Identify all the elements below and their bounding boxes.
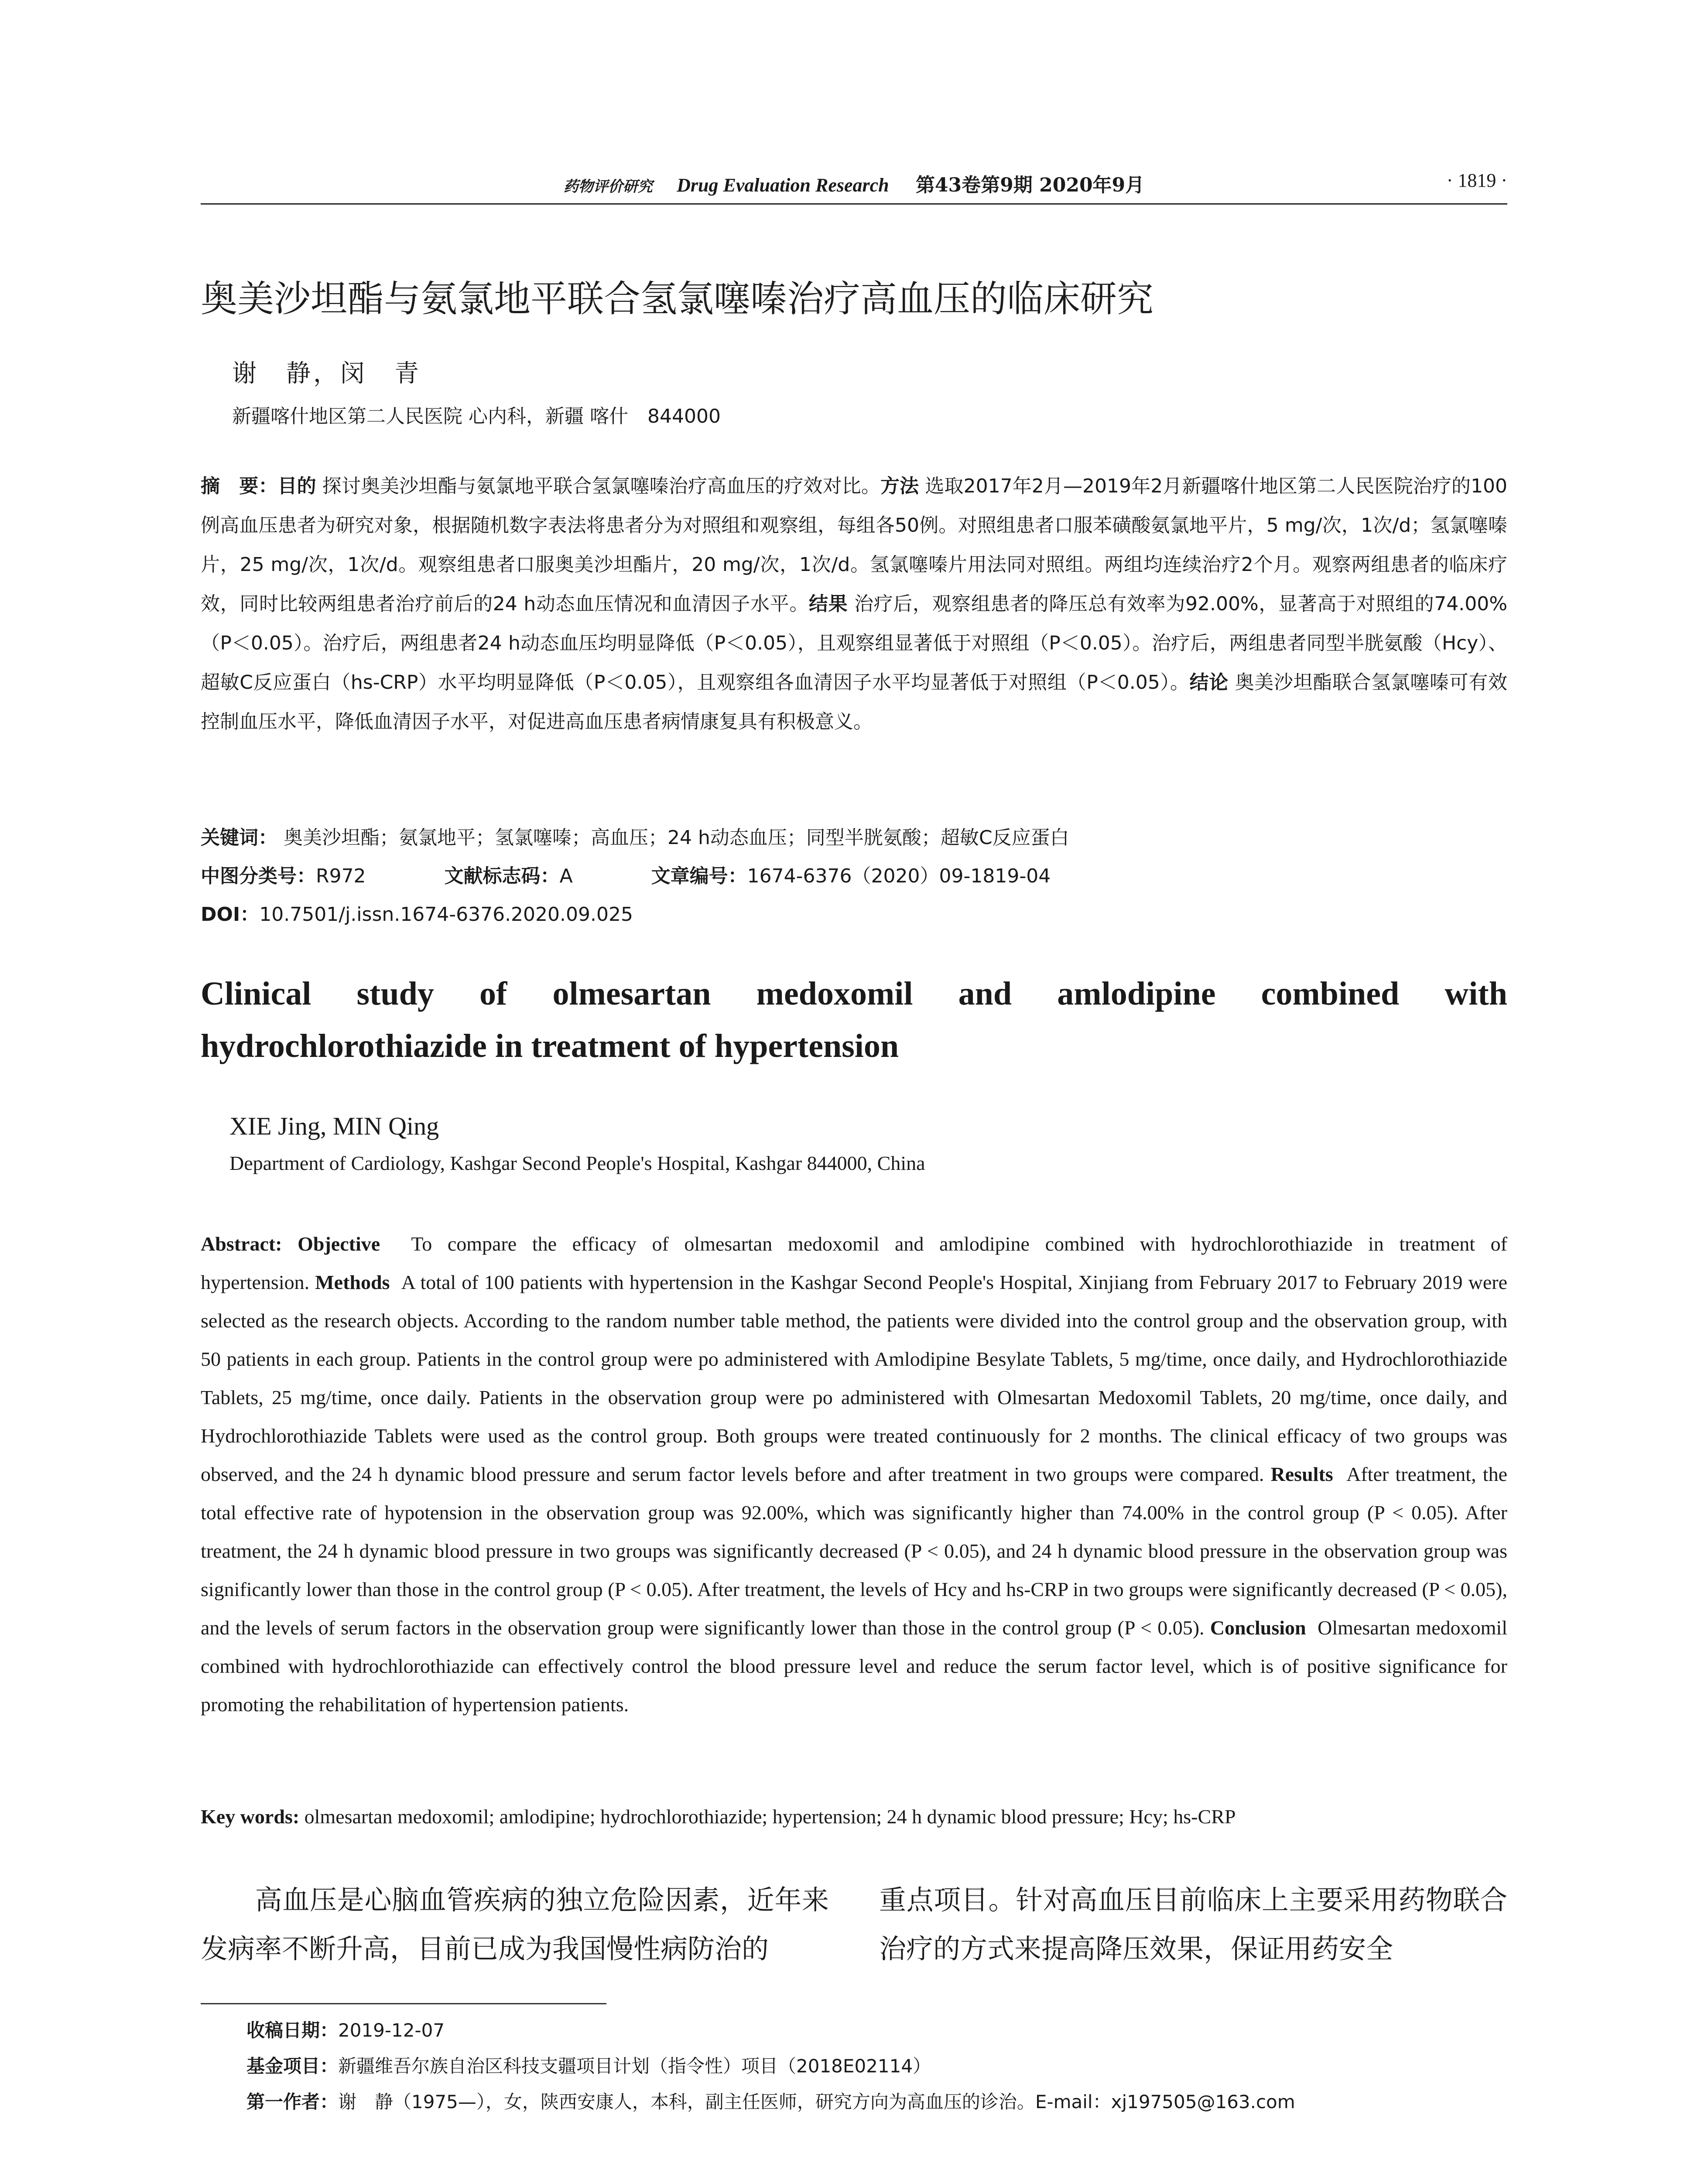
clc-value: R972 (316, 865, 366, 887)
methods-cn-label: 方法 (880, 475, 919, 497)
body-column-right (879, 1876, 1507, 1973)
footnote-rule (201, 2003, 606, 2004)
body-column-left (201, 1876, 829, 1973)
authors-cn: 谢 静，闵 青 (232, 359, 421, 388)
title-en (201, 967, 1507, 1072)
doc-code-label: 文献标志码： (444, 865, 560, 887)
results-en-label: Results (1270, 1463, 1333, 1485)
keywords-en (201, 1805, 1507, 1828)
methods-en-label: Methods (315, 1271, 390, 1293)
running-header (201, 169, 1507, 204)
first-author-text: 谢 静（1975—），女，陕西安康人，本科，副主任医师，研究方向为高血压的诊治。E-mail：xj197505@163.com (338, 2091, 1295, 2113)
body-right-text: 重点项目。针对高血压目前临床上主要采用药物联合治疗的方式来提高降压效果，保证用药安全 (879, 1884, 1507, 1965)
objective-cn-label: 目的 (277, 475, 316, 497)
doi-label: DOI： (201, 903, 260, 926)
received-date: 2019-12-07 (338, 2020, 445, 2041)
methods-cn: 选取2017年2月—2019年2月新疆喀什地区第二人民医院治疗的100例高血压患者为研究对象，根据随机数字表法将患者分为对照组和观察组，每组各50例。对照组患者口服苯磺酸氨氯地平片，5 mg/次，1次/d；氢氯噻嗪片，25 mg/次，1次/d。观察组患者口服奥美沙坦酯片，20 mg/次，1次/d。氢氯噻嗪片用法同对照组。两组均连续治疗2个月。观察两组患者的临床疗效，同时比较两组患者治疗前后的24 h动态血压情况和血清因子水平。 (201, 475, 1508, 615)
title-en-line2: hydrochlorothiazide in treatment of hypertension (201, 1028, 899, 1064)
first-author-label: 第一作者： (246, 2091, 339, 2113)
journal-name-en: Drug Evaluation Research (677, 174, 889, 196)
objective-en-label: Objective (298, 1233, 380, 1255)
classification-line (201, 860, 1051, 888)
journal-issue: 第43卷第9期 2020年9月 (915, 174, 1145, 196)
abstract-cn-label: 摘 要： (201, 475, 278, 497)
page-number: · 1819 · (1446, 170, 1507, 191)
fund-label: 基金项目： (246, 2055, 339, 2077)
keywords-en-text: olmesartan medoxomil; amlodipine; hydrochlorothiazide; hypertension; 24 h dynamic blood pressure; Hcy; hs-CRP (304, 1805, 1236, 1828)
clc-label: 中图分类号： (201, 865, 316, 887)
body-left-text: 高血压是心脑血管疾病的独立危险因素，近年来发病率不断升高，目前已成为我国慢性病防治的 (201, 1884, 829, 1965)
footnote-received (246, 2016, 445, 2042)
keywords-cn-label: 关键词： (201, 827, 277, 849)
methods-en: A total of 100 patients with hypertension in the Kashgar Second People's Hospital, Xinjiang from February 2017 to February 2019 were selected as the research objects. According to the random number table method, the patients were divided into the control group and the observation group, with 50 patients in each group. Patients in the control group were po administered with Amlodipine Besylate Tablets, 5 mg/time, once daily, and Hydrochlorothiazide Tablets, 25 mg/time, once daily. Patients in the observation group were po administered with Olmesartan Medoxomil Tablets, 20 mg/time, once daily, and Hydrochlorothiazide Tablets were used as the control group. Both groups were treated continuously for 2 months. The clinical efficacy of two groups was observed, and the 24 h dynamic blood pressure and serum factor levels before and after treatment in two groups were compared. (201, 1271, 1507, 1485)
conclusion-cn: 奥美沙坦酯联合氢氯噻嗪可有效控制血压水平，降低血清因子水平，对促进高血压患者病情康复具有积极意义。 (201, 671, 1507, 733)
article-number-value: 1674-6376（2020）09-1819-04 (747, 865, 1051, 887)
results-cn: 治疗后，观察组患者的降压总有效率为92.00%，显著高于对照组的74.00%（P＜0.05）。治疗后，两组患者24 h动态血压均明显降低（P＜0.05），且观察组显著低于对照组（P＜0.05）。治疗后，两组患者同型半胱氨酸（Hcy）、超敏C反应蛋白（hs-CRP）水平均明显降低（P＜0.05），且观察组各血清因子水平均显著低于对照组（P＜0.05）。 (201, 593, 1508, 694)
conclusion-en: Olmesartan medoxomil combined with hydrochlorothiazide can effectively control the blood pressure level and reduce the serum factor level, which is of positive significance for promoting the rehabilitation of hypertension patients. (201, 1617, 1507, 1716)
abstract-en-label: Abstract: (201, 1233, 282, 1255)
title-en-line1: Clinical study of olmesartan medoxomil and amlodipine combined with (201, 975, 1507, 1012)
conclusion-cn-label: 结论 (1189, 671, 1229, 694)
keywords-en-label: Key words: (201, 1805, 300, 1828)
footnote-fund (246, 2052, 931, 2078)
abstract-en (201, 1225, 1507, 1724)
objective-cn: 探讨奥美沙坦酯与氨氯地平联合氢氯噻嗪治疗高血压的疗效对比。 (322, 475, 881, 497)
doc-code-value: A (559, 865, 573, 887)
keywords-cn (201, 822, 1069, 850)
affiliation-cn: 新疆喀什地区第二人民医院 心内科，新疆 喀什 844000 (232, 405, 721, 427)
results-cn-label: 结果 (808, 593, 848, 615)
doi-line (201, 899, 633, 926)
journal-name (201, 169, 1507, 197)
header-rule (201, 203, 1507, 205)
received-label: 收稿日期： (246, 2020, 339, 2041)
title-cn: 奥美沙坦酯与氨氯地平联合氢氯噻嗪治疗高血压的临床研究 (201, 277, 1154, 320)
objective-en: To compare the efficacy of olmesartan medoxomil and amlodipine combined with hydrochlorothiazide in treatment of hypertension. (201, 1233, 1507, 1293)
footnote-first-author (246, 2088, 1295, 2114)
fund-text: 新疆维吾尔族自治区科技支疆项目计划（指令性）项目（2018E02114） (338, 2055, 931, 2077)
abstract-cn (201, 467, 1507, 742)
doi-value: 10.7501/j.issn.1674-6376.2020.09.025 (259, 903, 633, 926)
authors-en: XIE Jing, MIN Qing (229, 1112, 439, 1140)
keywords-cn-text: 奥美沙坦酯；氨氯地平；氢氯噻嗪；高血压；24 h动态血压；同型半胱氨酸；超敏C反应蛋白 (284, 827, 1069, 849)
conclusion-en-label: Conclusion (1210, 1617, 1306, 1639)
results-en: After treatment, the total effective rate of hypotension in the observation group was 92.00%, which was significantly higher than 74.00% in the control group (P < 0.05). After treatment, the 24 h dynamic blood pressure in two groups was significantly decreased (P < 0.05), and 24 h dynamic blood pressure in the observation group was significantly lower than those in the control group (P < 0.05). After treatment, the levels of Hcy and hs-CRP in two groups were significantly decreased (P < 0.05), and the levels of serum factors in the observation group were significantly lower than those in the control group (P < 0.05). (201, 1463, 1507, 1639)
journal-logo: 药物评价研究 (563, 178, 653, 195)
article-number-label: 文章编号： (651, 865, 747, 887)
affiliation-en: Department of Cardiology, Kashgar Second People's Hospital, Kashgar 844000, China (229, 1152, 925, 1174)
